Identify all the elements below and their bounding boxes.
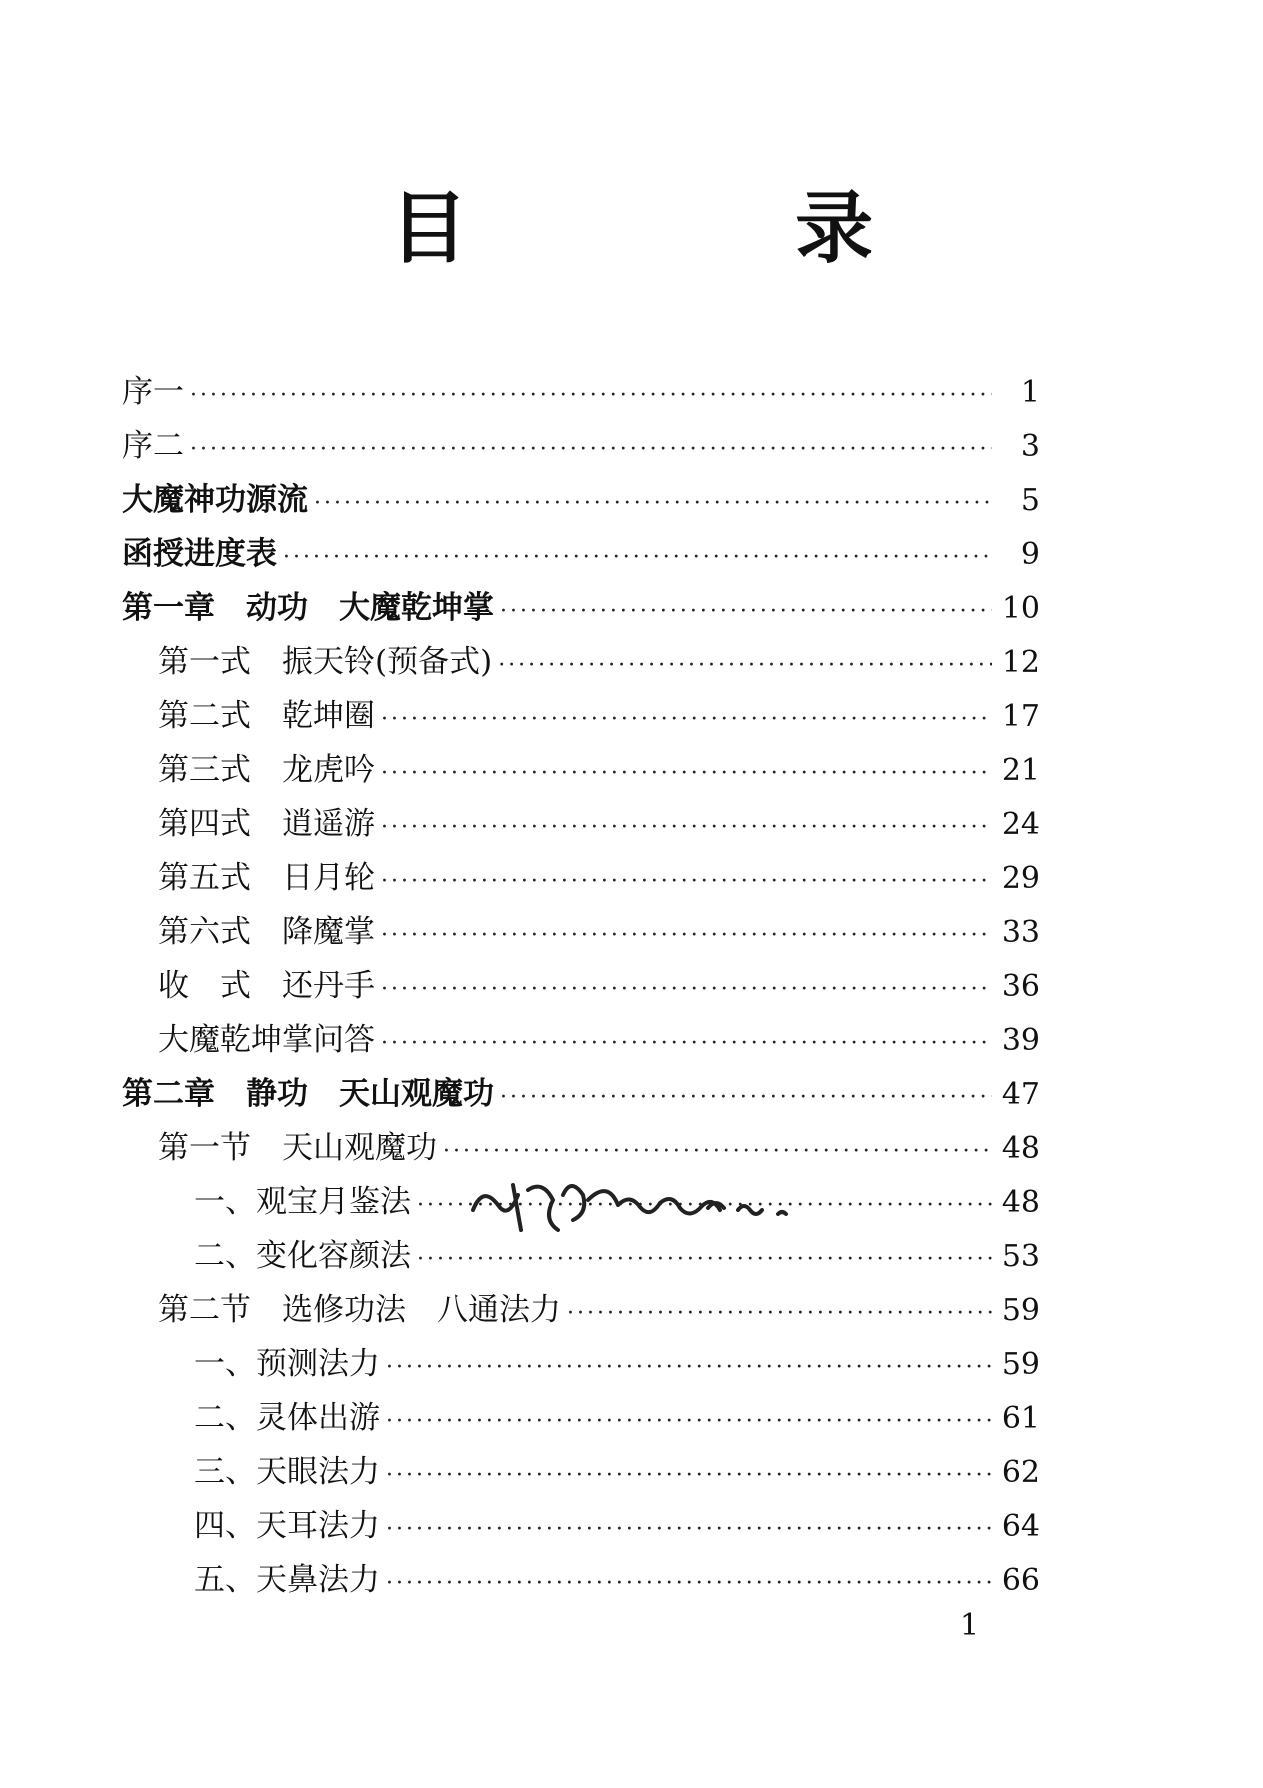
toc-entry-label: 大魔神功源流 [122, 482, 308, 518]
toc-entry [122, 581, 1040, 635]
dot-leader [381, 1017, 992, 1071]
toc-entry [122, 365, 1040, 419]
toc-entry-label: 序一 [122, 374, 184, 410]
dot-leader [381, 801, 992, 855]
toc-entry-label: 第一式 振天铃(预备式) [158, 644, 493, 680]
toc-entry [122, 1067, 1040, 1121]
toc-entry-label: 三、天眼法力 [194, 1454, 380, 1490]
toc-entry [122, 635, 1040, 689]
dot-leader [381, 693, 992, 747]
toc-entry-label: 序二 [122, 428, 184, 464]
toc-entry-page: 66 [1001, 1563, 1040, 1598]
dot-leader [500, 585, 992, 639]
dot-leader [386, 1503, 992, 1557]
toc-entry [122, 959, 1040, 1013]
toc-entry-page: 47 [1001, 1077, 1040, 1112]
toc-entry-page: 1 [1020, 375, 1040, 410]
toc-entry [122, 1391, 1040, 1445]
toc-entry [122, 1499, 1040, 1553]
toc-entry-label: 第二节 选修功法 八通法力 [158, 1292, 561, 1328]
toc-entry-page: 33 [1001, 915, 1040, 950]
toc-entry-label: 第四式 逍遥游 [158, 806, 375, 842]
toc-entry-page: 62 [1001, 1455, 1040, 1490]
dot-leader [386, 1557, 992, 1611]
toc-entry-page: 61 [1001, 1401, 1040, 1436]
toc-entry [122, 419, 1040, 473]
toc-entry-page: 36 [1001, 969, 1040, 1004]
toc-entry-page: 39 [1001, 1023, 1040, 1058]
toc-entry-page: 9 [1020, 537, 1040, 572]
toc-entry-page: 59 [1001, 1347, 1040, 1382]
toc-entry [122, 1553, 1040, 1607]
toc-entry-label: 五、天鼻法力 [194, 1562, 380, 1598]
dot-leader [386, 1449, 992, 1503]
toc-entry-page: 48 [1001, 1185, 1040, 1220]
toc-entry-page: 24 [1001, 807, 1040, 842]
toc-entry-page: 21 [1001, 753, 1040, 788]
dot-leader [314, 477, 992, 531]
handwritten-scribble [468, 1170, 848, 1240]
dot-leader [283, 531, 992, 585]
toc-entry-label: 一、预测法力 [194, 1346, 380, 1382]
dot-leader [190, 369, 992, 423]
toc-entry-label: 四、天耳法力 [194, 1508, 380, 1544]
toc-entry-label: 第三式 龙虎吟 [158, 752, 375, 788]
toc-entry-label: 第一节 天山观魔功 [158, 1130, 437, 1166]
toc-entry [122, 1013, 1040, 1067]
toc-entry [122, 743, 1040, 797]
dot-leader [417, 1233, 992, 1287]
dot-leader [381, 855, 992, 909]
dot-leader [190, 423, 992, 477]
dot-leader [386, 1395, 992, 1449]
toc-entry [122, 689, 1040, 743]
toc-entry-label: 第二式 乾坤圈 [158, 698, 375, 734]
toc-entry [122, 1445, 1040, 1499]
toc-entry [122, 1283, 1040, 1337]
dot-leader [381, 909, 992, 963]
toc-entry-label: 一、观宝月鉴法 [194, 1184, 411, 1220]
toc-entry [122, 1337, 1040, 1391]
toc-entry-page: 48 [1001, 1131, 1040, 1166]
toc-entry-page: 10 [1001, 591, 1040, 626]
page-title: 目 录 [389, 184, 1024, 274]
table-of-contents [122, 365, 1040, 1607]
toc-entry-page: 29 [1001, 861, 1040, 896]
toc-entry-page: 64 [1001, 1509, 1040, 1544]
toc-entry-label: 第一章 动功 大魔乾坤掌 [122, 590, 494, 626]
toc-entry-label: 大魔乾坤掌问答 [158, 1022, 375, 1058]
toc-entry-page: 53 [1001, 1239, 1040, 1274]
toc-entry [122, 851, 1040, 905]
toc-entry [122, 1121, 1040, 1175]
toc-entry [122, 473, 1040, 527]
dot-leader [567, 1287, 992, 1341]
page-number: 1 [960, 1608, 980, 1643]
toc-entry [122, 905, 1040, 959]
toc-entry-page: 5 [1020, 483, 1040, 518]
dot-leader [386, 1341, 992, 1395]
toc-entry-label: 函授进度表 [122, 536, 277, 572]
toc-entry-page: 3 [1020, 429, 1040, 464]
toc-entry-label: 二、变化容颜法 [194, 1238, 411, 1274]
dot-leader [498, 639, 992, 693]
toc-entry [122, 797, 1040, 851]
toc-entry-page: 17 [1001, 699, 1040, 734]
dot-leader [500, 1071, 992, 1125]
toc-entry-label: 第六式 降魔掌 [158, 914, 375, 950]
dot-leader [381, 963, 992, 1017]
toc-entry-label: 第二章 静功 天山观魔功 [122, 1076, 494, 1112]
toc-entry-page: 12 [1001, 645, 1040, 680]
dot-leader [381, 747, 992, 801]
toc-entry-label: 第五式 日月轮 [158, 860, 375, 896]
toc-entry-label: 收 式 还丹手 [158, 968, 375, 1004]
toc-entry-label: 二、灵体出游 [194, 1400, 380, 1436]
toc-entry-page: 59 [1001, 1293, 1040, 1328]
toc-entry [122, 527, 1040, 581]
